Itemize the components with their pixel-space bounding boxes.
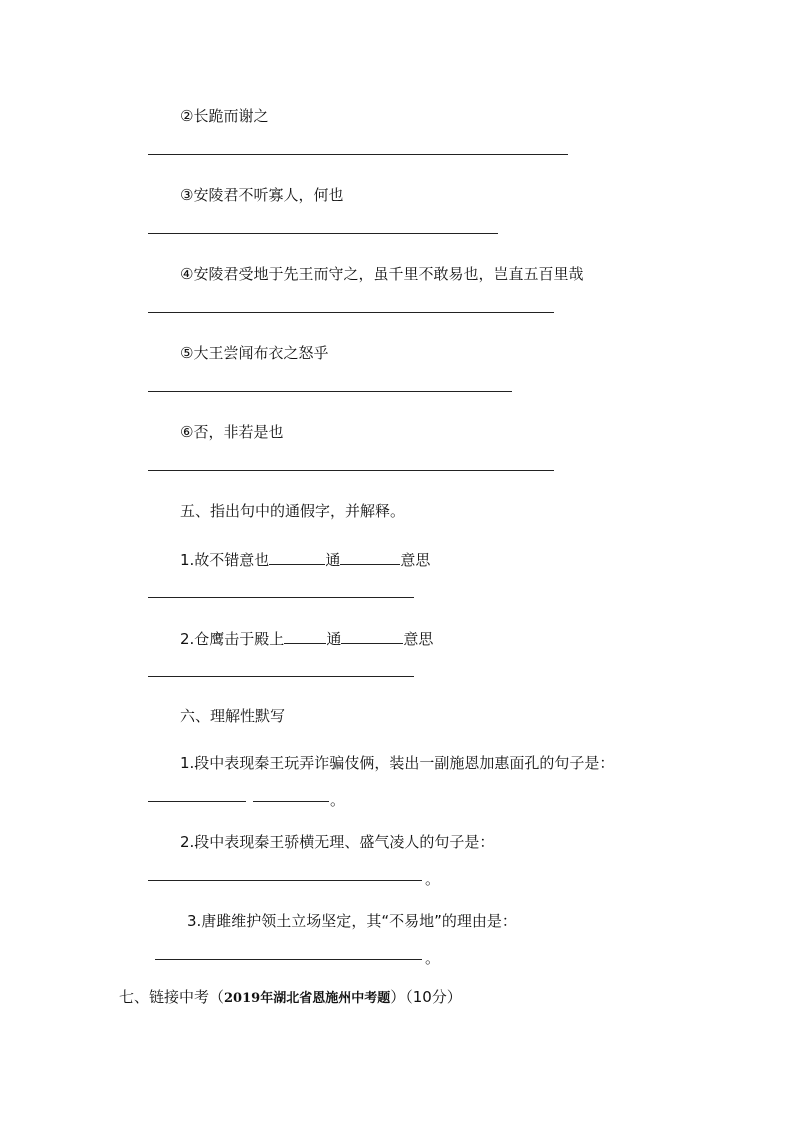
answer-line-5-2[interactable]: [148, 676, 414, 677]
answer-line-6-1b[interactable]: [253, 801, 329, 802]
translation-item-3: ③安陵君不听寡人，何也: [180, 186, 344, 204]
answer-line-2[interactable]: [148, 154, 568, 155]
translation-item-4: ④安陵君受地于先王而守之，虽千里不敢易也，岂直五百里哉: [180, 265, 584, 283]
item-2-blank-b[interactable]: [341, 627, 403, 644]
item-2-tong: 通: [326, 630, 342, 648]
section-6-title: 六、理解性默写: [180, 707, 286, 725]
section-6-item-1: 1.段中表现秦王玩弄诈骗伎俩，装出一副施恩加惠面孔的句子是：: [180, 754, 615, 772]
translation-item-6: ⑥否，非若是也: [180, 423, 284, 441]
item-2-blank-a[interactable]: [284, 627, 326, 644]
translation-item-2: ②长跪而谢之: [180, 107, 269, 125]
section-5-title: 五、指出句中的通假字，并解释。: [180, 502, 406, 520]
answer-line-5-1[interactable]: [148, 597, 414, 598]
answer-line-6[interactable]: [148, 470, 554, 471]
section-6-item-2: 2.段中表现秦王骄横无理、盛气凌人的句子是：: [180, 833, 495, 851]
end-mark-2: 。: [425, 870, 441, 888]
section-7-title: [119, 987, 462, 1009]
item-1-tong: 通: [325, 551, 341, 569]
section-7-suffix: ）（10分）: [390, 988, 462, 1006]
answer-line-6-2[interactable]: [148, 880, 422, 881]
end-mark-1: 。: [330, 791, 346, 809]
item-1-blank-a[interactable]: [269, 548, 325, 565]
section-7-source: 2019年湖北省恩施州中考题: [224, 991, 391, 1006]
answer-line-5[interactable]: [148, 391, 512, 392]
item-1-sentence: 1.故不错意也: [180, 551, 270, 569]
end-mark-3: 。: [425, 949, 441, 967]
answer-line-4[interactable]: [148, 312, 554, 313]
section-5-item-2: [180, 627, 433, 649]
answer-line-6-3[interactable]: [155, 959, 422, 960]
item-2-meaning: 意思: [403, 630, 434, 648]
translation-item-5: ⑤大王尝闻布衣之怒乎: [180, 344, 329, 362]
answer-line-3[interactable]: [148, 233, 498, 234]
item-1-blank-b[interactable]: [340, 548, 400, 565]
item-2-sentence: 2.仓鹰击于殿上: [180, 630, 285, 648]
section-6-item-3: 3.唐雎维护领土立场坚定，其“不易地”的理由是：: [187, 912, 517, 930]
answer-line-6-1a[interactable]: [148, 801, 246, 802]
item-1-meaning: 意思: [400, 551, 431, 569]
section-5-item-1: [180, 548, 430, 570]
section-7-prefix: 七、链接中考（: [119, 988, 225, 1006]
